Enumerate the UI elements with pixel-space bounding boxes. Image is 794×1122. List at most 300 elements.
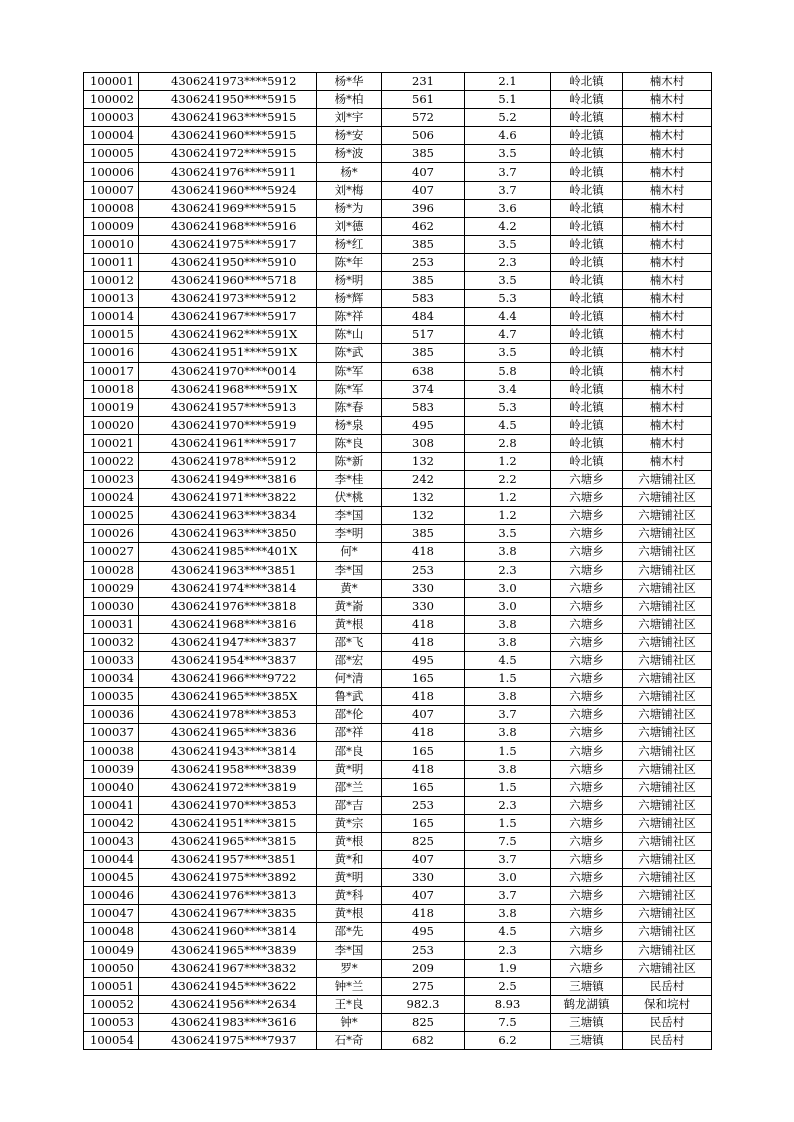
record-id-cell: 100053 (84, 1013, 139, 1031)
record-id-cell: 100045 (84, 869, 139, 887)
name-cell: 黄*嵛 (317, 597, 382, 615)
amount-cell: 253 (382, 941, 465, 959)
amount-cell: 825 (382, 832, 465, 850)
table-row (84, 217, 712, 235)
quantity-cell: 2.3 (465, 253, 551, 271)
quantity-cell: 3.8 (465, 905, 551, 923)
town-cell: 鹤龙湖镇 (551, 995, 623, 1013)
quantity-cell: 1.5 (465, 778, 551, 796)
name-cell: 黄*和 (317, 851, 382, 869)
id-number-cell: 4306241972****5915 (139, 145, 317, 163)
town-cell: 六塘乡 (551, 778, 623, 796)
quantity-cell: 7.5 (465, 832, 551, 850)
town-cell: 六塘乡 (551, 887, 623, 905)
name-cell: 陈*新 (317, 452, 382, 470)
quantity-cell: 3.6 (465, 199, 551, 217)
table-row (84, 652, 712, 670)
quantity-cell: 3.7 (465, 163, 551, 181)
town-cell: 六塘乡 (551, 525, 623, 543)
amount-cell: 330 (382, 869, 465, 887)
name-cell: 陈*春 (317, 398, 382, 416)
table-row (84, 742, 712, 760)
table-row (84, 670, 712, 688)
village-cell: 楠木村 (623, 308, 712, 326)
village-cell: 六塘铺社区 (623, 561, 712, 579)
name-cell: 伏*桃 (317, 489, 382, 507)
quantity-cell: 3.7 (465, 181, 551, 199)
amount-cell: 462 (382, 217, 465, 235)
town-cell: 六塘乡 (551, 905, 623, 923)
town-cell: 岭北镇 (551, 398, 623, 416)
name-cell: 黄*根 (317, 832, 382, 850)
id-number-cell: 4306241965****3839 (139, 941, 317, 959)
amount-cell: 385 (382, 525, 465, 543)
record-id-cell: 100008 (84, 199, 139, 217)
record-id-cell: 100012 (84, 272, 139, 290)
id-number-cell: 4306241969****5915 (139, 199, 317, 217)
record-id-cell: 100031 (84, 615, 139, 633)
town-cell: 六塘乡 (551, 543, 623, 561)
record-id-cell: 100018 (84, 380, 139, 398)
table-row (84, 543, 712, 561)
table-row (84, 941, 712, 959)
name-cell: 陈*年 (317, 253, 382, 271)
quantity-cell: 3.5 (465, 272, 551, 290)
id-number-cell: 4306241978****5912 (139, 452, 317, 470)
table-row (84, 452, 712, 470)
records-table (83, 72, 712, 1050)
amount-cell: 418 (382, 760, 465, 778)
table-body (84, 73, 712, 1050)
table-row (84, 832, 712, 850)
village-cell: 楠木村 (623, 290, 712, 308)
village-cell: 六塘铺社区 (623, 941, 712, 959)
id-number-cell: 4306241975****7937 (139, 1031, 317, 1049)
record-id-cell: 100024 (84, 489, 139, 507)
amount-cell: 982.3 (382, 995, 465, 1013)
name-cell: 邵*良 (317, 742, 382, 760)
table-row (84, 887, 712, 905)
table-row (84, 851, 712, 869)
quantity-cell: 2.3 (465, 561, 551, 579)
quantity-cell: 4.5 (465, 923, 551, 941)
village-cell: 六塘铺社区 (623, 652, 712, 670)
id-number-cell: 4306241976****5911 (139, 163, 317, 181)
town-cell: 六塘乡 (551, 814, 623, 832)
amount-cell: 396 (382, 199, 465, 217)
record-id-cell: 100022 (84, 452, 139, 470)
town-cell: 六塘乡 (551, 688, 623, 706)
name-cell: 李*明 (317, 525, 382, 543)
town-cell: 岭北镇 (551, 308, 623, 326)
village-cell: 六塘铺社区 (623, 742, 712, 760)
record-id-cell: 100001 (84, 73, 139, 91)
town-cell: 六塘乡 (551, 615, 623, 633)
quantity-cell: 3.7 (465, 887, 551, 905)
amount-cell: 330 (382, 597, 465, 615)
table-row (84, 416, 712, 434)
name-cell: 陈*良 (317, 434, 382, 452)
id-number-cell: 4306241951****591X (139, 344, 317, 362)
quantity-cell: 3.0 (465, 597, 551, 615)
id-number-cell: 4306241985****401X (139, 543, 317, 561)
id-number-cell: 4306241970****0014 (139, 362, 317, 380)
name-cell: 杨*泉 (317, 416, 382, 434)
id-number-cell: 4306241973****5912 (139, 73, 317, 91)
quantity-cell: 3.0 (465, 579, 551, 597)
amount-cell: 253 (382, 561, 465, 579)
town-cell: 岭北镇 (551, 326, 623, 344)
amount-cell: 165 (382, 778, 465, 796)
table-row (84, 796, 712, 814)
name-cell: 陈*祥 (317, 308, 382, 326)
name-cell: 罗* (317, 959, 382, 977)
name-cell: 黄* (317, 579, 382, 597)
id-number-cell: 4306241978****3853 (139, 706, 317, 724)
record-id-cell: 100038 (84, 742, 139, 760)
id-number-cell: 4306241983****3616 (139, 1013, 317, 1031)
amount-cell: 638 (382, 362, 465, 380)
record-id-cell: 100048 (84, 923, 139, 941)
id-number-cell: 4306241963****3850 (139, 525, 317, 543)
quantity-cell: 4.7 (465, 326, 551, 344)
name-cell: 杨*明 (317, 272, 382, 290)
table-row (84, 109, 712, 127)
town-cell: 岭北镇 (551, 380, 623, 398)
town-cell: 六塘乡 (551, 869, 623, 887)
id-number-cell: 4306241967****3832 (139, 959, 317, 977)
amount-cell: 418 (382, 633, 465, 651)
table-row (84, 814, 712, 832)
table-row (84, 398, 712, 416)
village-cell: 六塘铺社区 (623, 959, 712, 977)
id-number-cell: 4306241975****5917 (139, 235, 317, 253)
id-number-cell: 4306241967****5917 (139, 308, 317, 326)
table-row (84, 706, 712, 724)
table-row (84, 995, 712, 1013)
name-cell: 黄*明 (317, 760, 382, 778)
table-row (84, 290, 712, 308)
table-row (84, 615, 712, 633)
record-id-cell: 100050 (84, 959, 139, 977)
amount-cell: 418 (382, 615, 465, 633)
quantity-cell: 3.8 (465, 615, 551, 633)
amount-cell: 418 (382, 543, 465, 561)
quantity-cell: 3.4 (465, 380, 551, 398)
id-number-cell: 4306241961****5917 (139, 434, 317, 452)
record-id-cell: 100040 (84, 778, 139, 796)
table-row (84, 507, 712, 525)
name-cell: 邵*先 (317, 923, 382, 941)
table-row (84, 905, 712, 923)
id-number-cell: 4306241960****5718 (139, 272, 317, 290)
table-row (84, 778, 712, 796)
name-cell: 李*国 (317, 561, 382, 579)
id-number-cell: 4306241965****3815 (139, 832, 317, 850)
village-cell: 六塘铺社区 (623, 814, 712, 832)
town-cell: 三塘镇 (551, 977, 623, 995)
name-cell: 黄*根 (317, 905, 382, 923)
record-id-cell: 100036 (84, 706, 139, 724)
table-row (84, 434, 712, 452)
quantity-cell: 3.8 (465, 760, 551, 778)
town-cell: 六塘乡 (551, 507, 623, 525)
name-cell: 陈*山 (317, 326, 382, 344)
amount-cell: 418 (382, 905, 465, 923)
id-number-cell: 4306241976****3813 (139, 887, 317, 905)
table-row (84, 688, 712, 706)
name-cell: 杨*红 (317, 235, 382, 253)
amount-cell: 132 (382, 489, 465, 507)
record-id-cell: 100054 (84, 1031, 139, 1049)
name-cell: 邵*吉 (317, 796, 382, 814)
record-id-cell: 100005 (84, 145, 139, 163)
village-cell: 六塘铺社区 (623, 543, 712, 561)
amount-cell: 407 (382, 181, 465, 199)
id-number-cell: 4306241975****3892 (139, 869, 317, 887)
id-number-cell: 4306241962****591X (139, 326, 317, 344)
amount-cell: 484 (382, 308, 465, 326)
quantity-cell: 1.9 (465, 959, 551, 977)
village-cell: 楠木村 (623, 217, 712, 235)
village-cell: 楠木村 (623, 127, 712, 145)
name-cell: 石*奇 (317, 1031, 382, 1049)
village-cell: 六塘铺社区 (623, 760, 712, 778)
quantity-cell: 2.2 (465, 471, 551, 489)
amount-cell: 330 (382, 579, 465, 597)
village-cell: 六塘铺社区 (623, 525, 712, 543)
village-cell: 楠木村 (623, 91, 712, 109)
id-number-cell: 4306241960****5924 (139, 181, 317, 199)
quantity-cell: 3.8 (465, 543, 551, 561)
village-cell: 六塘铺社区 (623, 832, 712, 850)
village-cell: 楠木村 (623, 73, 712, 91)
village-cell: 六塘铺社区 (623, 887, 712, 905)
id-number-cell: 4306241947****3837 (139, 633, 317, 651)
amount-cell: 253 (382, 253, 465, 271)
name-cell: 邵*飞 (317, 633, 382, 651)
town-cell: 六塘乡 (551, 742, 623, 760)
record-id-cell: 100017 (84, 362, 139, 380)
village-cell: 六塘铺社区 (623, 724, 712, 742)
record-id-cell: 100042 (84, 814, 139, 832)
village-cell: 保和垸村 (623, 995, 712, 1013)
name-cell: 邵*兰 (317, 778, 382, 796)
id-number-cell: 4306241970****5919 (139, 416, 317, 434)
name-cell: 杨*华 (317, 73, 382, 91)
table-row (84, 579, 712, 597)
quantity-cell: 2.8 (465, 434, 551, 452)
id-number-cell: 4306241949****3816 (139, 471, 317, 489)
amount-cell: 165 (382, 814, 465, 832)
record-id-cell: 100006 (84, 163, 139, 181)
amount-cell: 385 (382, 344, 465, 362)
village-cell: 六塘铺社区 (623, 597, 712, 615)
village-cell: 楠木村 (623, 163, 712, 181)
record-id-cell: 100016 (84, 344, 139, 362)
table-row (84, 633, 712, 651)
record-id-cell: 100051 (84, 977, 139, 995)
village-cell: 六塘铺社区 (623, 923, 712, 941)
village-cell: 楠木村 (623, 452, 712, 470)
name-cell: 杨*辉 (317, 290, 382, 308)
village-cell: 楠木村 (623, 199, 712, 217)
quantity-cell: 1.2 (465, 507, 551, 525)
table-row (84, 489, 712, 507)
name-cell: 陈*军 (317, 380, 382, 398)
id-number-cell: 4306241945****3622 (139, 977, 317, 995)
id-number-cell: 4306241974****3814 (139, 579, 317, 597)
town-cell: 岭北镇 (551, 452, 623, 470)
town-cell: 岭北镇 (551, 290, 623, 308)
record-id-cell: 100047 (84, 905, 139, 923)
id-number-cell: 4306241960****3814 (139, 923, 317, 941)
town-cell: 六塘乡 (551, 760, 623, 778)
table-row (84, 1013, 712, 1031)
name-cell: 黄*明 (317, 869, 382, 887)
table-row (84, 253, 712, 271)
village-cell: 楠木村 (623, 398, 712, 416)
name-cell: 李*桂 (317, 471, 382, 489)
quantity-cell: 3.8 (465, 688, 551, 706)
village-cell: 楠木村 (623, 272, 712, 290)
id-number-cell: 4306241971****3822 (139, 489, 317, 507)
name-cell: 邵*伦 (317, 706, 382, 724)
table-row (84, 923, 712, 941)
record-id-cell: 100021 (84, 434, 139, 452)
town-cell: 岭北镇 (551, 91, 623, 109)
quantity-cell: 3.8 (465, 633, 551, 651)
record-id-cell: 100043 (84, 832, 139, 850)
id-number-cell: 4306241957****5913 (139, 398, 317, 416)
quantity-cell: 3.5 (465, 145, 551, 163)
record-id-cell: 100049 (84, 941, 139, 959)
name-cell: 黄*宗 (317, 814, 382, 832)
town-cell: 六塘乡 (551, 832, 623, 850)
town-cell: 岭北镇 (551, 272, 623, 290)
village-cell: 楠木村 (623, 380, 712, 398)
table-row (84, 344, 712, 362)
town-cell: 六塘乡 (551, 670, 623, 688)
record-id-cell: 100034 (84, 670, 139, 688)
id-number-cell: 4306241970****3853 (139, 796, 317, 814)
village-cell: 六塘铺社区 (623, 905, 712, 923)
name-cell: 杨*为 (317, 199, 382, 217)
town-cell: 岭北镇 (551, 344, 623, 362)
amount-cell: 374 (382, 380, 465, 398)
amount-cell: 253 (382, 796, 465, 814)
village-cell: 六塘铺社区 (623, 507, 712, 525)
name-cell: 陈*军 (317, 362, 382, 380)
quantity-cell: 2.1 (465, 73, 551, 91)
quantity-cell: 1.2 (465, 452, 551, 470)
record-id-cell: 100007 (84, 181, 139, 199)
town-cell: 岭北镇 (551, 181, 623, 199)
id-number-cell: 4306241967****3835 (139, 905, 317, 923)
amount-cell: 209 (382, 959, 465, 977)
id-number-cell: 4306241960****5915 (139, 127, 317, 145)
record-id-cell: 100044 (84, 851, 139, 869)
name-cell: 黄*根 (317, 615, 382, 633)
quantity-cell: 4.2 (465, 217, 551, 235)
amount-cell: 407 (382, 706, 465, 724)
record-id-cell: 100011 (84, 253, 139, 271)
name-cell: 李*国 (317, 941, 382, 959)
quantity-cell: 3.5 (465, 235, 551, 253)
town-cell: 岭北镇 (551, 253, 623, 271)
table-row (84, 471, 712, 489)
quantity-cell: 5.3 (465, 398, 551, 416)
amount-cell: 407 (382, 163, 465, 181)
amount-cell: 418 (382, 724, 465, 742)
village-cell: 六塘铺社区 (623, 706, 712, 724)
town-cell: 岭北镇 (551, 127, 623, 145)
name-cell: 何* (317, 543, 382, 561)
amount-cell: 495 (382, 416, 465, 434)
table-row (84, 869, 712, 887)
quantity-cell: 4.5 (465, 416, 551, 434)
record-id-cell: 100032 (84, 633, 139, 651)
name-cell: 邵*祥 (317, 724, 382, 742)
village-cell: 六塘铺社区 (623, 796, 712, 814)
id-number-cell: 4306241954****3837 (139, 652, 317, 670)
town-cell: 六塘乡 (551, 724, 623, 742)
quantity-cell: 1.5 (465, 670, 551, 688)
record-id-cell: 100028 (84, 561, 139, 579)
village-cell: 楠木村 (623, 235, 712, 253)
record-id-cell: 100041 (84, 796, 139, 814)
record-id-cell: 100039 (84, 760, 139, 778)
record-id-cell: 100033 (84, 652, 139, 670)
id-number-cell: 4306241973****5912 (139, 290, 317, 308)
id-number-cell: 4306241966****9722 (139, 670, 317, 688)
id-number-cell: 4306241965****385X (139, 688, 317, 706)
amount-cell: 561 (382, 91, 465, 109)
name-cell: 陈*武 (317, 344, 382, 362)
village-cell: 六塘铺社区 (623, 615, 712, 633)
town-cell: 六塘乡 (551, 923, 623, 941)
id-number-cell: 4306241956****2634 (139, 995, 317, 1013)
table-row (84, 73, 712, 91)
village-cell: 楠木村 (623, 253, 712, 271)
name-cell: 刘*梅 (317, 181, 382, 199)
village-cell: 六塘铺社区 (623, 471, 712, 489)
id-number-cell: 4306241968****5916 (139, 217, 317, 235)
record-id-cell: 100030 (84, 597, 139, 615)
quantity-cell: 5.3 (465, 290, 551, 308)
table-row (84, 127, 712, 145)
table-row (84, 724, 712, 742)
village-cell: 六塘铺社区 (623, 851, 712, 869)
table-row (84, 525, 712, 543)
town-cell: 六塘乡 (551, 959, 623, 977)
town-cell: 岭北镇 (551, 199, 623, 217)
quantity-cell: 4.6 (465, 127, 551, 145)
town-cell: 六塘乡 (551, 471, 623, 489)
village-cell: 楠木村 (623, 362, 712, 380)
quantity-cell: 2.5 (465, 977, 551, 995)
amount-cell: 308 (382, 434, 465, 452)
id-number-cell: 4306241957****3851 (139, 851, 317, 869)
record-id-cell: 100009 (84, 217, 139, 235)
amount-cell: 132 (382, 452, 465, 470)
town-cell: 岭北镇 (551, 416, 623, 434)
village-cell: 楠木村 (623, 145, 712, 163)
quantity-cell: 4.5 (465, 652, 551, 670)
table-row (84, 362, 712, 380)
town-cell: 六塘乡 (551, 851, 623, 869)
amount-cell: 506 (382, 127, 465, 145)
